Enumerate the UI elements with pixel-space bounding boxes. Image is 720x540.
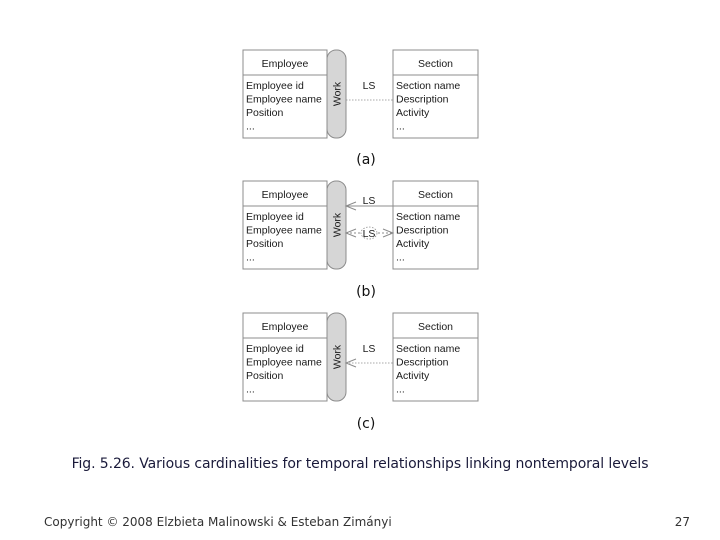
employee-attribute-a: ... — [246, 120, 255, 133]
employee-attribute-b: Position — [246, 238, 284, 250]
subfigure-label-a: (a) — [356, 152, 376, 168]
section-entity-title-b: Section — [417, 189, 454, 201]
figure-caption: Fig. 5.26. Various cardinalities for temporal relationships linking nontemporal levels — [71, 456, 649, 472]
employee-entity-title-b: Employee — [261, 189, 309, 201]
ls-link-label-c: LS — [362, 343, 376, 355]
page-number: 27 — [674, 515, 690, 529]
section-attribute-a: Section name — [396, 80, 461, 92]
employee-attribute-b: Employee name — [246, 224, 322, 237]
section-attribute-a: ... — [396, 120, 405, 133]
section-attribute-c: Activity — [396, 370, 430, 382]
section-attribute-a: Activity — [396, 107, 430, 119]
ls-link-label-1-b: LS — [362, 195, 376, 207]
employee-attribute-b: Employee id — [246, 211, 304, 223]
employee-attribute-c: Employee id — [246, 343, 304, 355]
section-attribute-b: Section name — [396, 211, 461, 223]
employee-attribute-a: Position — [246, 107, 284, 119]
employee-entity-title-c: Employee — [261, 321, 309, 333]
employee-attribute-c: ... — [246, 383, 255, 396]
section-entity-title-a: Section — [417, 58, 454, 70]
work-relationship-label-a: Work — [331, 81, 344, 107]
ls-link-label-a: LS — [362, 80, 376, 92]
employee-attribute-c: Employee name — [246, 356, 322, 369]
section-attribute-b: Activity — [396, 238, 430, 250]
employee-attribute-a: Employee name — [246, 93, 322, 106]
employee-attribute-c: Position — [246, 370, 284, 382]
section-attribute-b: ... — [396, 251, 405, 264]
subfigure-label-b: (b) — [356, 284, 376, 300]
subfigure-label-c: (c) — [356, 416, 376, 432]
section-attribute-b: Description — [396, 224, 449, 237]
section-attribute-c: Section name — [396, 343, 461, 355]
section-attribute-a: Description — [396, 93, 449, 106]
section-attribute-c: Description — [396, 356, 449, 369]
ls-link-label-2-b: LS — [362, 228, 376, 240]
section-entity-title-c: Section — [417, 321, 454, 333]
copyright-notice: Copyright © 2008 Elzbieta Malinowski & Esteban Zimányi — [44, 515, 392, 529]
work-relationship-label-b: Work — [331, 212, 344, 238]
employee-entity-title-a: Employee — [261, 58, 309, 70]
section-attribute-c: ... — [396, 383, 405, 396]
employee-attribute-b: ... — [246, 251, 255, 264]
employee-attribute-a: Employee id — [246, 80, 304, 92]
work-relationship-label-c: Work — [331, 344, 344, 370]
